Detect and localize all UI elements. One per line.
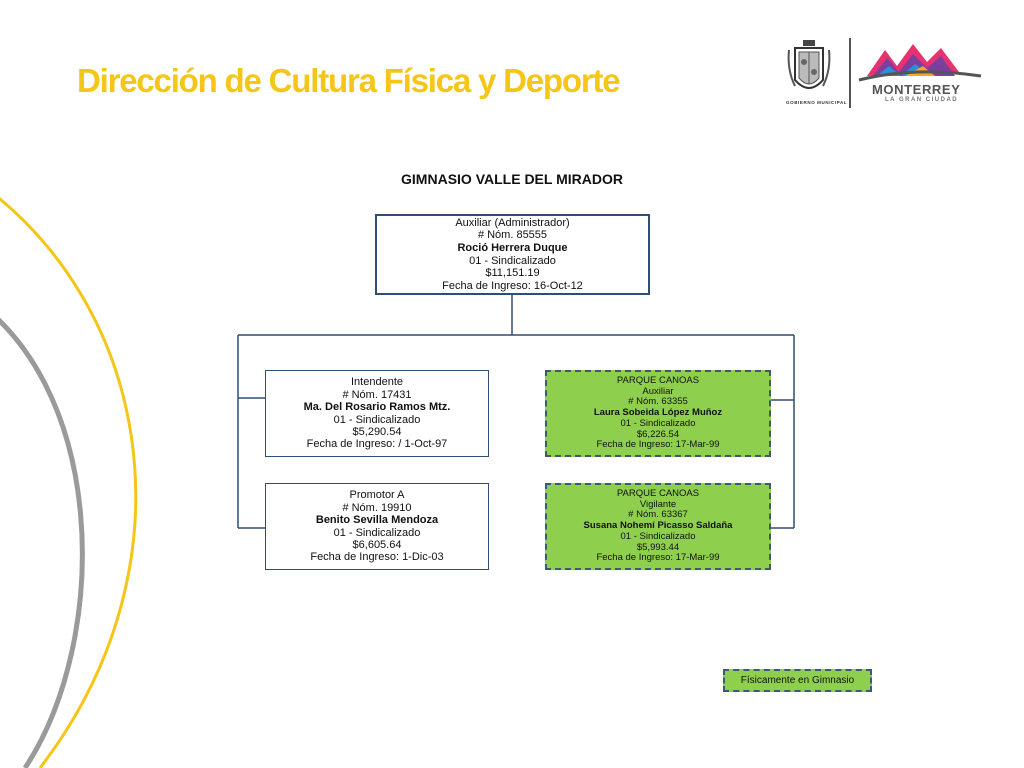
node-position: Auxiliar bbox=[642, 385, 674, 397]
node-position: Vigilante bbox=[639, 498, 677, 510]
node-hire-date: Fecha de Ingreso: / 1-Oct-97 bbox=[306, 438, 448, 451]
node-salary: $5,290.54 bbox=[352, 425, 402, 438]
legend-label: Físicamente en Gimnasio bbox=[740, 675, 855, 686]
node-admin bbox=[375, 214, 650, 295]
node-hire-date: Fecha de Ingreso: 16-Oct-12 bbox=[442, 279, 583, 292]
chart-title: GIMNASIO VALLE DEL MIRADOR bbox=[401, 171, 623, 187]
node-location: PARQUE CANOAS bbox=[616, 374, 700, 386]
node-name: Ma. Del Rosario Ramos Mtz. bbox=[303, 401, 451, 414]
node-name: Benito Sevilla Mendoza bbox=[315, 514, 439, 527]
node-number: # Nóm. 19910 bbox=[342, 501, 412, 514]
node-name: Susana Nohemí Picasso Saldaña bbox=[583, 520, 733, 532]
node-status: 01 - Sindicalizado bbox=[469, 254, 556, 267]
city-tagline: LA GRAN CIUDAD bbox=[885, 97, 959, 103]
node-status: 01 - Sindicalizado bbox=[333, 413, 421, 426]
page-title: Dirección de Cultura Física y Deporte bbox=[77, 62, 620, 99]
node-status: 01 - Sindicalizado bbox=[333, 526, 421, 539]
node-location: PARQUE CANOAS bbox=[616, 487, 700, 499]
node-position: Promotor A bbox=[349, 489, 405, 502]
node-status: 01 - Sindicalizado bbox=[620, 417, 696, 429]
node-auxiliar-canoas bbox=[545, 370, 771, 457]
legend-box bbox=[723, 669, 872, 692]
node-intendente bbox=[265, 370, 489, 457]
node-salary: $11,151.19 bbox=[485, 267, 540, 280]
node-number: # Nóm. 63355 bbox=[628, 396, 688, 408]
node-status: 01 - Sindicalizado bbox=[620, 530, 696, 542]
node-position: Intendente bbox=[351, 376, 403, 389]
node-position: Auxiliar (Administrador) bbox=[455, 216, 570, 229]
node-name: Laura Sobeida López Muñoz bbox=[593, 407, 723, 419]
node-vigilante-canoas bbox=[545, 483, 771, 570]
node-salary: $5,993.44 bbox=[636, 541, 680, 553]
node-hire-date: Fecha de Ingreso: 17-Mar-99 bbox=[596, 439, 720, 451]
node-promotor bbox=[265, 483, 489, 570]
node-number: # Nóm. 63367 bbox=[628, 509, 688, 521]
node-number: # Nóm. 85555 bbox=[477, 229, 548, 242]
gov-caption: GOBIERNO MUNICIPAL bbox=[786, 100, 848, 105]
node-salary: $6,226.54 bbox=[636, 428, 680, 440]
node-hire-date: Fecha de Ingreso: 17-Mar-99 bbox=[596, 552, 720, 564]
city-name: MONTERREY bbox=[872, 82, 961, 97]
node-hire-date: Fecha de Ingreso: 1-Dic-03 bbox=[310, 551, 444, 564]
node-salary: $6,605.64 bbox=[352, 538, 402, 551]
node-number: # Nóm. 17431 bbox=[342, 388, 412, 401]
node-name: Roció Herrera Duque bbox=[457, 241, 568, 254]
